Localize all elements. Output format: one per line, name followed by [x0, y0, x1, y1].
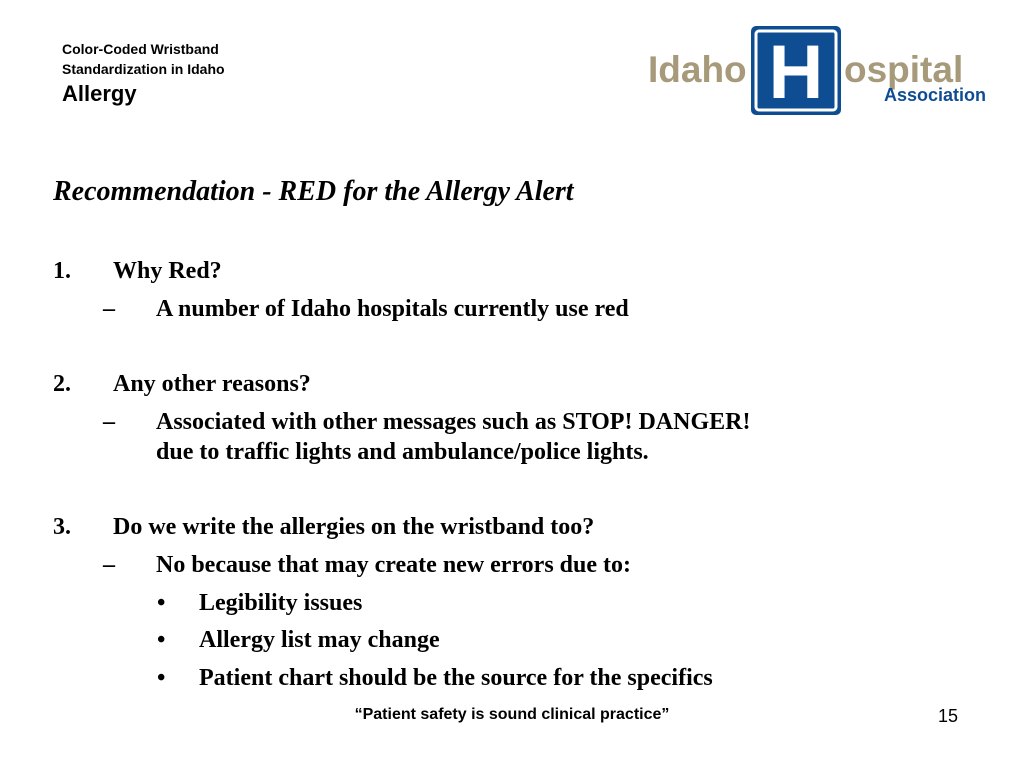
item-1-sub-line-1: A number of Idaho hospitals currently use red [156, 296, 629, 322]
slide-header [62, 39, 225, 109]
item-3-bullet-3-marker: • [157, 665, 166, 691]
item-2-sub-line-1: Associated with other messages such as STOP! DANGER! [156, 409, 751, 435]
item-3-bullet-2-text: Allergy list may change [199, 627, 440, 653]
item-2-title: Any other reasons? [113, 371, 311, 397]
item-3-dash: – [103, 552, 115, 578]
item-1-dash: – [103, 296, 115, 322]
logo-h-letter: H [768, 30, 824, 115]
item-3-number: 3. [53, 514, 71, 540]
page-number: 15 [938, 706, 959, 726]
item-3-bullet-1-marker: • [157, 590, 166, 616]
slide-heading: Recommendation - RED for the Allergy Alert [53, 176, 574, 207]
item-2-number: 2. [53, 371, 71, 397]
item-3-bullet-2-marker: • [157, 627, 166, 653]
logo-association-text: Association [884, 85, 987, 105]
item-3-sub-line-1: No because that may create new errors due to: [156, 552, 631, 578]
logo-ospital-text: ospital [844, 49, 964, 90]
item-3-bullet-1-text: Legibility issues [199, 590, 363, 616]
logo-idaho-text: Idaho [648, 49, 747, 90]
idaho-hospital-association-logo [648, 24, 998, 118]
item-3-title: Do we write the allergies on the wristband too? [113, 514, 595, 540]
item-1-number: 1. [53, 258, 71, 284]
footer-quote: “Patient safety is sound clinical practice” [354, 706, 670, 723]
item-3-bullet-3-text: Patient chart should be the source for the specifics [199, 665, 713, 691]
header-topic: Allergy [62, 81, 137, 106]
header-line-2: Standardization in Idaho [62, 61, 225, 77]
header-line-1: Color-Coded Wristband [62, 41, 219, 57]
item-2-sub-line-2: due to traffic lights and ambulance/police lights. [156, 439, 649, 465]
item-1-title: Why Red? [113, 258, 222, 284]
item-2-dash: – [103, 409, 115, 435]
